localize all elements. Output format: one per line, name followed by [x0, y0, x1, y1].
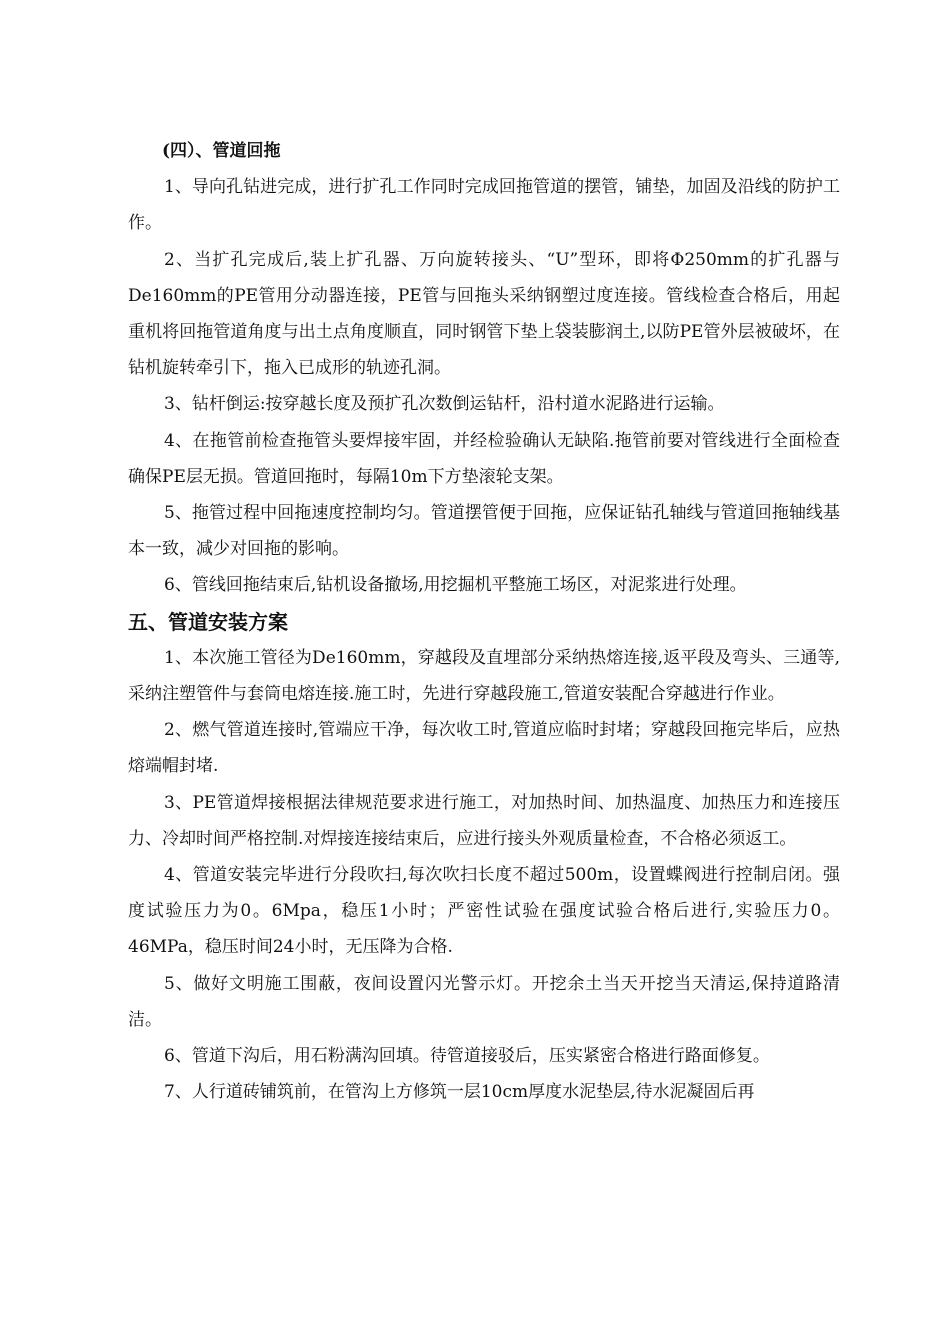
paragraph: 3、PE管道焊接根据法律规范要求进行施工，对加热时间、加热温度、加热压力和连接压力、冷却时间严格控制.对焊接连接结束后，应进行接头外观质量检查，不合格必须返工。 [128, 792, 840, 849]
paragraph: 6、管道下沟后，用石粉满沟回填。待管道接驳后，压实紧密合格进行路面修复。 [164, 1046, 770, 1067]
paragraph: 1、本次施工管径为De160mm，穿越段及直埋部分采纳热熔连接,返平段及弯头、三通等,采纳注塑管件与套筒电熔连接.施工时，先进行穿越段施工,管道安装配合穿越进行作业。 [128, 647, 840, 705]
section-title: 五、管道安装方案 [128, 609, 288, 634]
paragraph: 4、管道安装完毕进行分段吹扫,每次吹扫长度不超过500m，设置蝶阀进行控制启闭。强度试验压力为0。6Mpa，稳压1小时；严密性试验在强度试验合格后进行,实验压力0。46MPa，稳压时间24小时，无压降为合格. [128, 865, 840, 958]
subsection-title: (四）、管道回拖 [162, 141, 281, 161]
paragraph: 3、钻杆倒运:按穿越长度及预扩孔次数倒运钻杆，沿村道水泥路进行运输。 [164, 394, 725, 415]
paragraph: 2、燃气管道连接时,管端应干净，每次收工时,管道应临时封堵；穿越段回拖完毕后，应热熔端帽封堵. [128, 720, 840, 777]
paragraph: 7、人行道砖铺筑前，在管沟上方修筑一层10cm厚度水泥垫层,待水泥凝固后再 [164, 1082, 755, 1103]
paragraph: 2、当扩孔完成后,装上扩孔器、万向旋转接头、“U”型环，即将Φ250mm的扩孔器与De160mm的PE管用分动器连接，PE管与回拖头采纳钢塑过度连接。管线检查合格后，用起重机将回拖管道角度与出土点角度顺直，同时钢管下垫上袋装膨润土,以防PE管外层被破坏，在钻机旋转牵引下，拖入已成形的轨迹孔洞。 [128, 249, 840, 379]
paragraph: 5、拖管过程中回拖速度控制均匀。管道摆管便于回拖，应保证钻孔轴线与管道回拖轴线基本一致，减少对回拖的影响。 [128, 503, 840, 560]
paragraph: 1、导向孔钻进完成，进行扩孔工作同时完成回拖管道的摆管，铺垫，加固及沿线的防护工作。 [128, 177, 840, 234]
paragraph: 5、做好文明施工围蔽，夜间设置闪光警示灯。开挖余土当天开挖当天清运,保持道路清洁。 [128, 973, 840, 1030]
document-body [128, 133, 840, 1110]
paragraph: 4、在拖管前检查拖管头要焊接牢固，并经检验确认无缺陷.拖管前要对管线进行全面检查确保PE层无损。管道回拖时，每隔10m下方垫滚轮支架。 [128, 430, 840, 487]
paragraph: 6、管线回拖结束后,钻机设备撤场,用挖掘机平整施工场区，对泥浆进行处理。 [164, 575, 747, 596]
